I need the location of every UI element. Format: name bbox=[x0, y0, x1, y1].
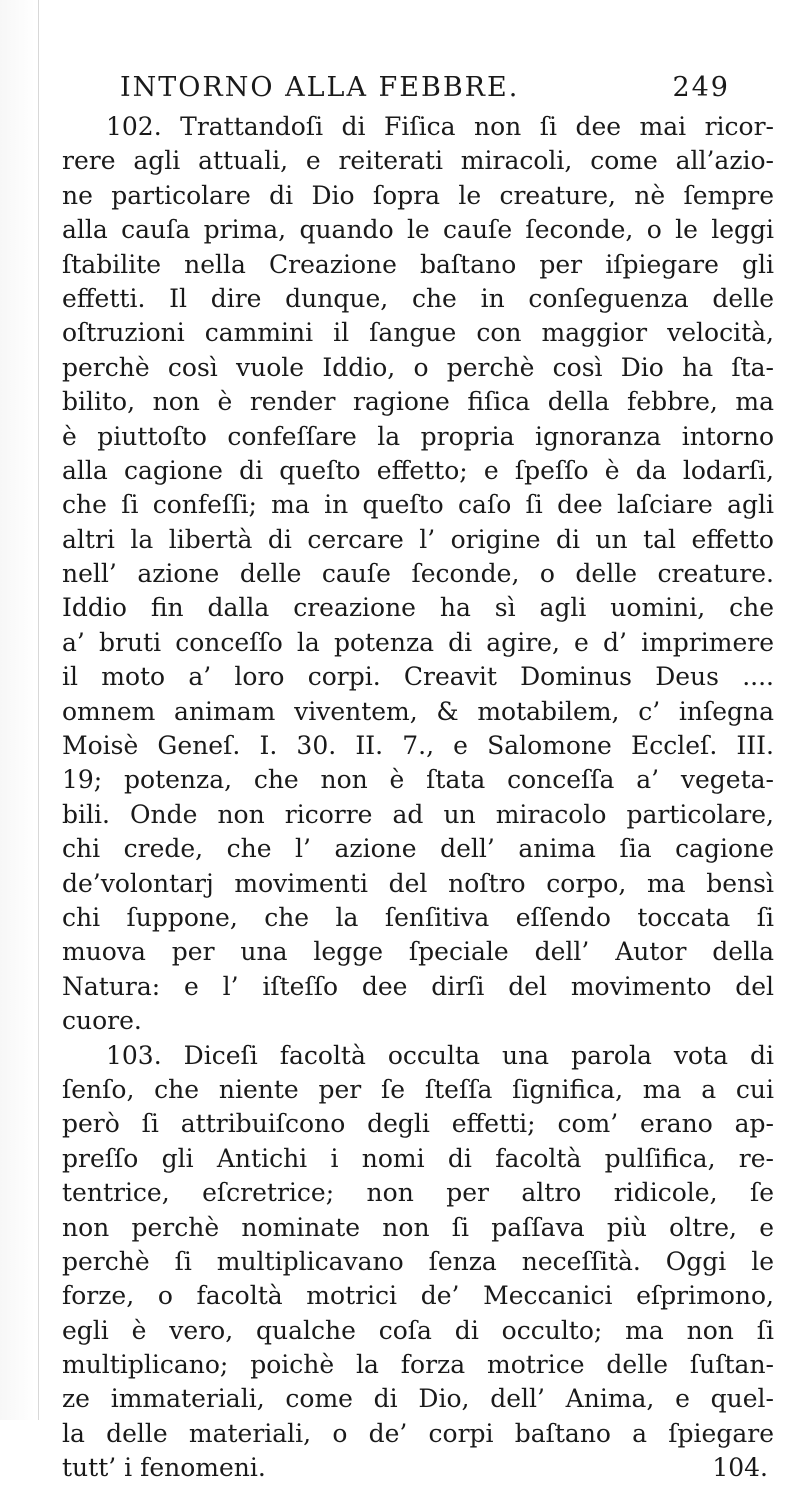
text-line: forze, o facoltà motrici de’ Meccanici eſprimono, bbox=[62, 1281, 774, 1311]
text-line: ſenſo, che niente per ſe ſteſſa ſignifica, ma a cui bbox=[62, 1074, 774, 1104]
text-line: egli è vero, qualche coſa di occulto; ma non ſi bbox=[62, 1315, 774, 1345]
text-line: altri la libertà di cercare l’ origine di un tal effetto bbox=[62, 524, 774, 554]
running-head bbox=[120, 72, 730, 112]
text-line: de’volontarj movimenti del noſtro corpo, ma bensì bbox=[62, 868, 774, 898]
text-line: a’ bruti conceſſo la potenza di agire, e d’ imprimere bbox=[62, 627, 774, 657]
text-line: preſſo gli Antichi i nomi di facoltà pulſifica, re- bbox=[62, 1143, 774, 1173]
page-number: 249 bbox=[672, 72, 730, 103]
text-line: multiplicano; poichè la forza motrice delle ſuſtan- bbox=[62, 1350, 774, 1380]
text-line: alla cagione di queſto effetto; e ſpeſſo è da lodarſi, bbox=[62, 455, 774, 485]
text-line: alla cauſa prima, quando le cauſe ſeconde, o le leggi bbox=[62, 215, 774, 245]
text-line: chi crede, che l’ azione dell’ anima ſia cagione bbox=[62, 834, 774, 864]
text-line: ſtabilite nella Creazione baſtano per iſpiegare gli bbox=[62, 249, 774, 279]
text-line: è piuttoſto confeſſare la propria ignoranza intorno bbox=[62, 421, 774, 451]
catchword: 104. bbox=[712, 1453, 768, 1483]
text-line: cuore. bbox=[62, 1006, 142, 1036]
binding-gutter bbox=[0, 0, 58, 1420]
text-line: tutt’ i fenomeni. bbox=[62, 1453, 266, 1483]
last-line-row bbox=[62, 1451, 774, 1485]
text-line: 103. Diceſi facoltà occulta una parola vota di bbox=[106, 1040, 774, 1070]
text-line: 102. Trattandoſi di Fiſica non ſi dee mai ricor- bbox=[106, 112, 774, 141]
text-line: Iddio fin dalla creazione ha sì agli uomini, che bbox=[62, 593, 774, 623]
binding-edge bbox=[38, 0, 39, 1420]
text-line: ze immateriali, come di Dio, dell’ Anima, e quel- bbox=[62, 1384, 774, 1414]
text-line: che ſi confeſſi; ma in queſto caſo ſi dee laſciare agli bbox=[62, 490, 774, 520]
text-line: bili. Onde non ricorre ad un miracolo particolare, bbox=[62, 799, 774, 829]
text-line: muova per una legge ſpeciale dell’ Autor della bbox=[62, 937, 774, 967]
text-line: nell’ azione delle cauſe ſeconde, o delle creature. bbox=[62, 559, 774, 589]
text-line: chi ſuppone, che la ſenſitiva eſſendo toccata ſi bbox=[62, 902, 774, 932]
text-line: la delle materiali, o de’ corpi baſtano a ſpiegare bbox=[62, 1418, 774, 1448]
text-line: rere agli attuali, e reiterati miracoli, come all’azio- bbox=[62, 146, 774, 176]
text-line: il moto a’ loro corpi. Creavit Dominus Deus .... bbox=[62, 662, 774, 692]
text-line: Natura: e l’ iſteſſo dee dirſi del movimento del bbox=[62, 971, 774, 1001]
text-line: effetti. Il dire dunque, che in conſeguenza delle bbox=[62, 283, 774, 313]
text-line: ne particolare di Dio ſopra le creature, nè ſempre bbox=[62, 180, 774, 210]
text-line: bilito, non è render ragione fiſica della febbre, ma bbox=[62, 387, 774, 417]
text-line: Moisè Geneſ. I. 30. II. 7., e Salomone Eccleſ. III. bbox=[62, 731, 774, 761]
text-line: tentrice, eſcretrice; non per altro ridicole, ſe bbox=[62, 1178, 774, 1208]
text-line: non perchè nominate non ſi paſſava più oltre, e bbox=[62, 1212, 774, 1242]
text-line: 19; potenza, che non è ſtata conceſſa a’ vegeta- bbox=[62, 765, 774, 795]
text-line: perchè così vuole Iddio, o perchè così Dio ha ſta- bbox=[62, 352, 774, 382]
text-line: perchè ſi multiplicavano ſenza neceſſità. Oggi le bbox=[62, 1246, 774, 1276]
book-page bbox=[58, 0, 786, 1483]
text-line: oſtruzioni cammini il ſangue con maggior velocità, bbox=[62, 318, 774, 348]
text-line: però ſi attribuiſcono degli effetti; com’ erano ap- bbox=[62, 1109, 774, 1139]
page-body bbox=[62, 110, 774, 1486]
text-line: omnem animam viventem, & motabilem, c’ inſegna bbox=[62, 696, 774, 726]
running-head-title: INTORNO ALLA FEBBRE. bbox=[120, 72, 520, 103]
